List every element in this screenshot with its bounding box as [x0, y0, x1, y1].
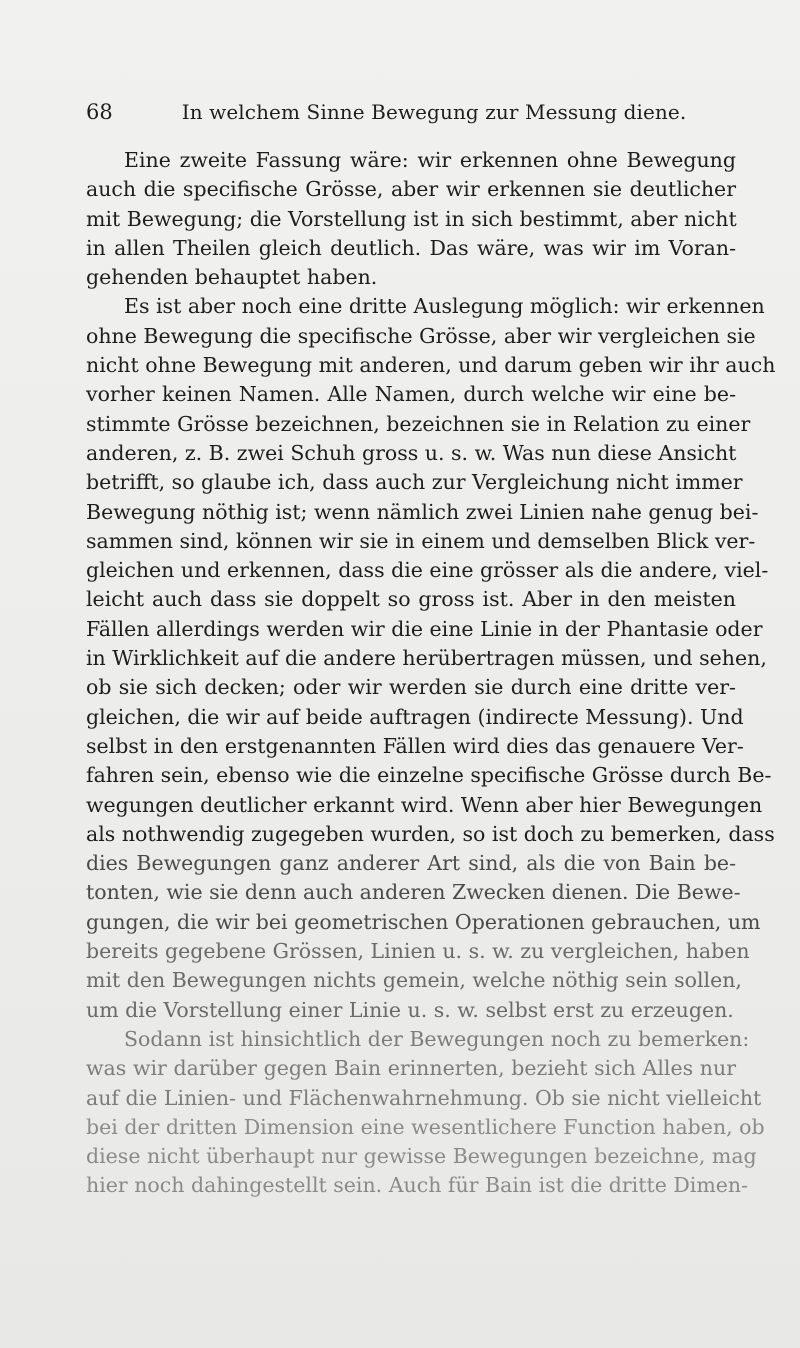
- text-line: in Wirklichkeit auf die andere herübertragen müssen, und sehen,: [86, 646, 767, 671]
- text-line: diese nicht überhaupt nur gewisse Bewegungen bezeichne, mag: [86, 1144, 757, 1169]
- text-line: auf die Linien- und Flächenwahrnehmung. Ob sie nicht vielleicht: [86, 1085, 762, 1110]
- page-number: 68: [86, 100, 113, 124]
- text-line: Sodann ist hinsichtlich der Bewegungen noch zu bemerken:: [124, 1026, 750, 1051]
- text-line: betrifft, so glaube ich, dass auch zur Vergleichung nicht immer: [86, 470, 743, 495]
- text-line: hier noch dahingestellt sein. Auch für Bain ist die dritte Dimen-: [86, 1173, 749, 1198]
- text-line: Eine zweite Fassung wäre: wir erkennen ohne Bewegung: [124, 148, 736, 172]
- text-line: selbst in den erstgenannten Fällen wird dies das genauere Ver-: [86, 733, 744, 758]
- text-line: mit Bewegung; die Vorstellung ist in sich bestimmt, aber nicht: [86, 206, 737, 231]
- text-line: um die Vorstellung einer Linie u. s. w. selbst erst zu erzeugen.: [86, 997, 734, 1022]
- running-title: In welchem Sinne Bewegung zur Messung diene.: [181, 100, 687, 124]
- text-line: auch die specifische Grösse, aber wir erkennen sie deutlicher: [86, 177, 736, 202]
- text-line: in allen Theilen gleich deutlich. Das wäre, was wir im Voran-: [86, 235, 736, 260]
- text-line: leicht auch dass sie doppelt so gross ist. Aber in den meisten: [86, 587, 736, 612]
- text-line: bei der dritten Dimension eine wesentlichere Function haben, ob: [86, 1114, 765, 1139]
- body-text: [86, 146, 776, 1201]
- text-line: ohne Bewegung die specifische Grösse, aber wir vergleichen sie: [86, 323, 756, 348]
- text-line: fahren sein, ebenso wie die einzelne specifische Grösse durch Be-: [86, 763, 772, 788]
- text-line: anderen, z. B. zwei Schuh gross u. s. w. Was nun diese Ansicht: [86, 440, 737, 465]
- text-line: tonten, wie sie denn auch anderen Zwecken dienen. Die Bewe-: [86, 880, 741, 905]
- text-line: Fällen allerdings werden wir die eine Linie in der Phantasie oder: [86, 616, 763, 641]
- text-line: gleichen, die wir auf beide auftragen (indirecte Messung). Und: [86, 704, 744, 729]
- text-line: mit den Bewegungen nichts gemein, welche nöthig sein sollen,: [86, 968, 742, 993]
- text-line: ob sie sich decken; oder wir werden sie durch eine dritte ver-: [86, 675, 736, 700]
- text-line: als nothwendig zugegeben wurden, so ist doch zu bemerken, dass: [86, 821, 775, 846]
- text-line: bereits gegebene Grössen, Linien u. s. w. zu vergleichen, haben: [86, 939, 750, 964]
- text-line: gehenden behauptet haben.: [86, 265, 378, 290]
- text-line: Es ist aber noch eine dritte Auslegung möglich: wir erkennen: [124, 294, 765, 319]
- text-line: was wir darüber gegen Bain erinnerten, bezieht sich Alles nur: [86, 1056, 736, 1081]
- text-line: dies Bewegungen ganz anderer Art sind, als die von Bain be-: [86, 851, 736, 876]
- text-line: gleichen und erkennen, dass die eine grösser als die andere, viel-: [86, 558, 769, 583]
- text-line: sammen sind, können wir sie in einem und demselben Blick ver-: [86, 528, 756, 553]
- text-line: nicht ohne Bewegung mit anderen, und darum geben wir ihr auch: [86, 353, 776, 378]
- page-header: [86, 97, 746, 127]
- text-line: stimmte Grösse bezeichnen, bezeichnen sie in Relation zu einer: [86, 411, 751, 436]
- text-line: wegungen deutlicher erkannt wird. Wenn aber hier Bewegungen: [86, 792, 763, 817]
- text-line: vorher keinen Namen. Alle Namen, durch welche wir eine be-: [86, 382, 736, 407]
- text-line: Bewegung nöthig ist; wenn nämlich zwei Linien nahe genug bei-: [86, 499, 759, 524]
- text-line: gungen, die wir bei geometrischen Operationen gebrauchen, um: [86, 909, 761, 934]
